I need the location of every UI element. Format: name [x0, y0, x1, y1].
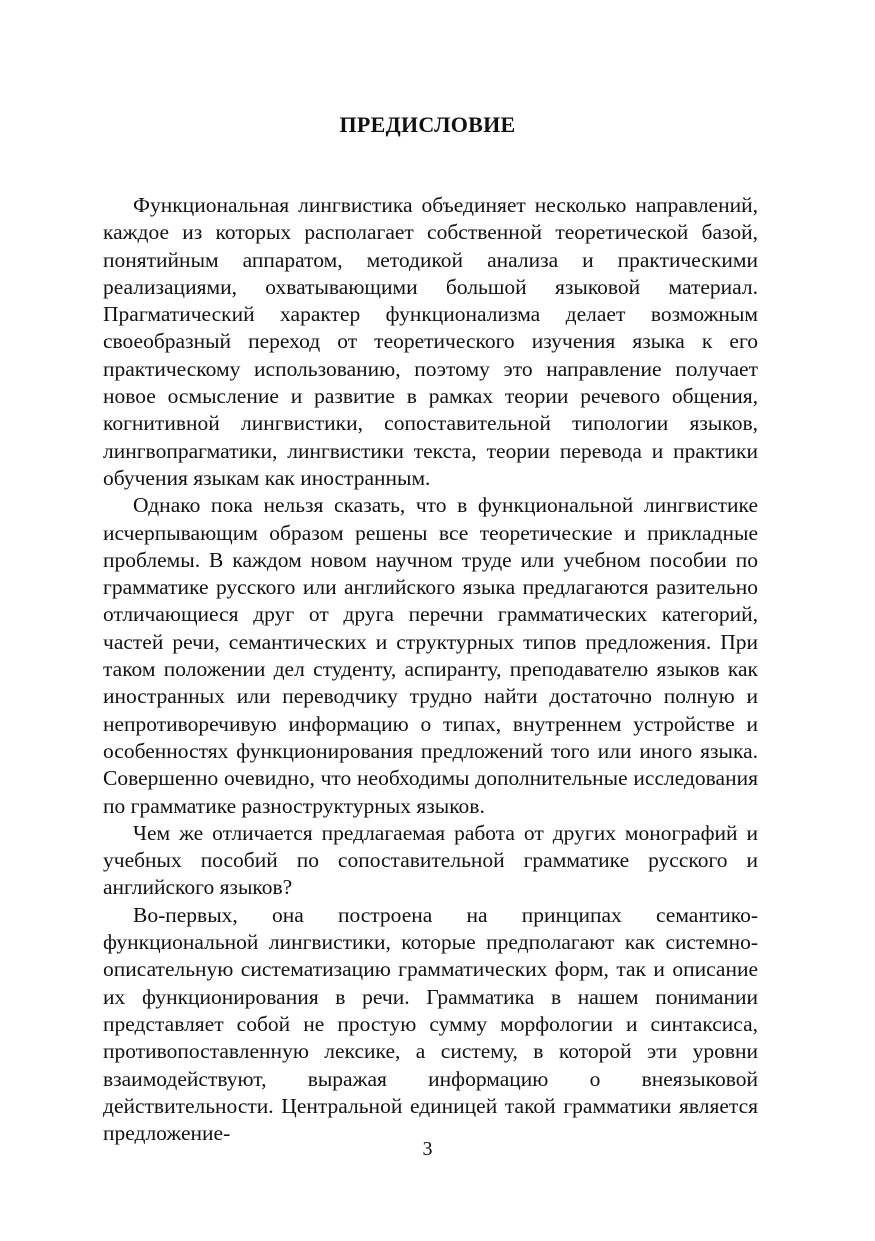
- page-title: ПРЕДИСЛОВИЕ: [339, 112, 516, 137]
- paragraph-3: Чем же отличается предлагаемая работа от других монографий и учебных пособий по сопоставительной грамматике русского и английского языков?: [103, 820, 758, 900]
- paragraph-1: Функциональная лингвистика объединяет несколько направлений, каждое из которых располагает собственной теоретической базой, понятийным аппаратом, методикой анализа и практическими реализациями, охватывающими большой языковой материал. Прагматический характер функционализма делает возможным своеобразный переход от теоретического изучения языка к его практическому использованию, поэтому это направление получает новое осмысление и развитие в рамках теории речевого общения, когнитивной лингвистики, сопоставительной типологии языков, лингвопрагматики, лингвистики текста, теории перевода и практики обучения языкам как иностранным.: [103, 193, 758, 490]
- paragraph-2: Однако пока нельзя сказать, что в функциональной лингвистике исчерпывающим образом решены все теоретические и прикладные проблемы. В каждом новом научном труде или учебном пособии по грамматике русского или английского языка предлагаются разительно отличающиеся друг от друга перечни грамматических категорий, частей речи, семантических и структурных типов предложения. При таком положении дел студенту, аспиранту, преподавателю языков как иностранных или переводчику трудно найти достаточно полную и непротиворечивую информацию о типах, внутреннем устройстве и особенностях функционирования предложений того или иного языка. Совершенно очевидно, что необходимы дополнительные исследования по грамматике разноструктурных языков.: [103, 493, 758, 818]
- page-number: 3: [422, 1138, 433, 1160]
- paragraph-4: Во-первых, она построена на принципах семантико-функциональной лингвистики, которые предполагают как системно-описательную систематизацию грамматических форм, так и описание их функционирования в речи. Грамматика в нашем понимании представляет собой не простую сумму морфологии и синтаксиса, противопоставленную лексике, а систему, в которой эти уровни взаимодействуют, выражая информацию о внеязыковой действительности. Центральной единицей такой грамматики является предложение-: [103, 902, 758, 1146]
- body-text: [103, 192, 758, 1147]
